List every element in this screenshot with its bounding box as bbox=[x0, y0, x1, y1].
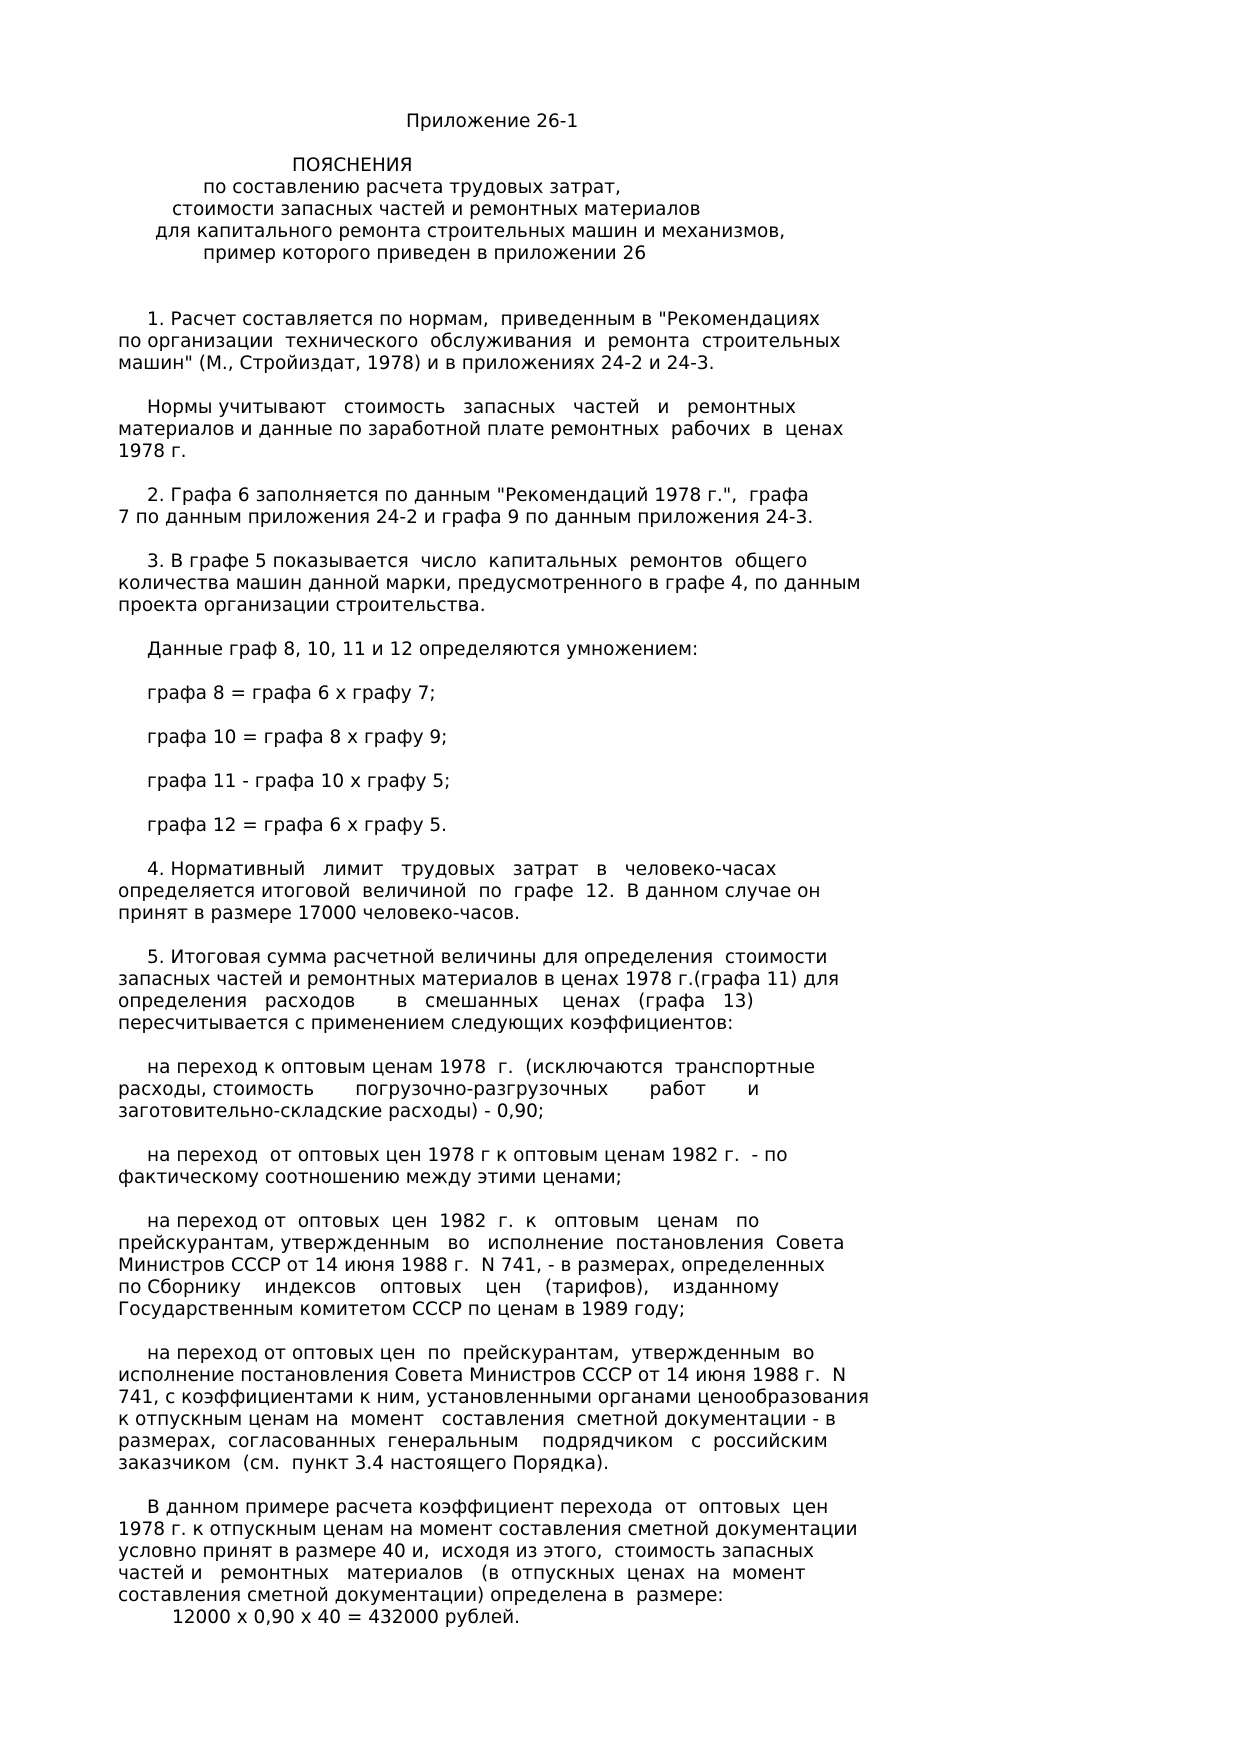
paragraph-line: 7 по данным приложения 24-2 и графа 9 по данным приложения 24-3. bbox=[118, 507, 814, 528]
paragraph-line: на переход к оптовым ценам 1978 г. (исключаются транспортные bbox=[147, 1057, 816, 1078]
paragraph-line: запасных частей и ремонтных материалов в ценах 1978 г.(графа 11) для bbox=[118, 969, 840, 990]
paragraph-line: заготовительно-складские расходы) - 0,90; bbox=[118, 1101, 545, 1122]
paragraph-line: размерах, согласованных генеральным подрядчиком с российским bbox=[118, 1431, 828, 1452]
paragraph-line: по Сборнику индексов оптовых цен (тарифов), изданному bbox=[118, 1277, 780, 1298]
paragraph-line: графа 12 = графа 6 х графу 5. bbox=[147, 815, 448, 836]
paragraph-line: 741, с коэффициентами к ним, установленными органами ценообразования bbox=[118, 1387, 870, 1408]
paragraph-line: фактическому соотношению между этими ценами; bbox=[118, 1167, 622, 1188]
paragraph-line: определения расходов в смешанных ценах (графа 13) bbox=[118, 991, 754, 1012]
paragraph-line: 12000 х 0,90 х 40 = 432000 рублей. bbox=[172, 1607, 520, 1628]
paragraph-line: 5. Итоговая сумма расчетной величины для определения стоимости bbox=[147, 947, 828, 968]
heading-subtitle-line: стоимости запасных частей и ремонтных материалов bbox=[172, 199, 701, 220]
paragraph-line: Данные граф 8, 10, 11 и 12 определяются умножением: bbox=[147, 639, 699, 660]
paragraph-line: к отпускным ценам на момент составления сметной документации - в bbox=[118, 1409, 836, 1430]
paragraph-line: 1978 г. к отпускным ценам на момент составления сметной документации bbox=[118, 1519, 858, 1540]
paragraph-line: графа 10 = графа 8 х графу 9; bbox=[147, 727, 448, 748]
paragraph-line: 1978 г. bbox=[118, 441, 187, 462]
paragraph-line: заказчиком (см. пункт 3.4 настоящего Порядка). bbox=[118, 1453, 609, 1474]
paragraph-line: принят в размере 17000 человеко-часов. bbox=[118, 903, 520, 924]
heading-title: ПОЯСНЕНИЯ bbox=[292, 155, 413, 176]
paragraph-line: проекта организации строительства. bbox=[118, 595, 486, 616]
paragraph-line: Министров СССР от 14 июня 1988 г. N 741, - в размерах, определенных bbox=[118, 1255, 825, 1276]
paragraph-line: на переход от оптовых цен 1978 г к оптовым ценам 1982 г. - по bbox=[147, 1145, 788, 1166]
paragraph-line: условно принят в размере 40 и, исходя из этого, стоимость запасных bbox=[118, 1541, 814, 1562]
paragraph-line: прейскурантам, утвержденным во исполнение постановления Совета bbox=[118, 1233, 845, 1254]
paragraph-line: исполнение постановления Совета Министров СССР от 14 июня 1988 г. N bbox=[118, 1365, 847, 1386]
heading-subtitle-line: по составлению расчета трудовых затрат, bbox=[203, 177, 621, 198]
paragraph-line: пересчитывается с применением следующих коэффициентов: bbox=[118, 1013, 734, 1034]
paragraph-line: 1. Расчет составляется по нормам, приведенным в "Рекомендациях bbox=[147, 309, 821, 330]
paragraph-line: материалов и данные по заработной плате ремонтных рабочих в ценах bbox=[118, 419, 844, 440]
paragraph-line: составления сметной документации) определена в размере: bbox=[118, 1585, 724, 1606]
paragraph-line: графа 8 = графа 6 х графу 7; bbox=[147, 683, 436, 704]
paragraph-line: графа 11 - графа 10 х графу 5; bbox=[147, 771, 451, 792]
appendix-label: Приложение 26-1 bbox=[406, 111, 579, 132]
paragraph-line: 4. Нормативный лимит трудовых затрат в человеко-часах bbox=[147, 859, 777, 880]
paragraph-line: машин" (М., Стройиздат, 1978) и в приложениях 24-2 и 24-3. bbox=[118, 353, 715, 374]
paragraph-line: В данном примере расчета коэффициент перехода от оптовых цен bbox=[147, 1497, 829, 1518]
paragraph-line: на переход от оптовых цен по прейскурантам, утвержденным во bbox=[147, 1343, 815, 1364]
paragraph-line: 2. Графа 6 заполняется по данным "Рекомендаций 1978 г.", графа bbox=[147, 485, 809, 506]
heading-subtitle-line: пример которого приведен в приложении 26 bbox=[203, 243, 647, 264]
paragraph-line: частей и ремонтных материалов (в отпускных ценах на момент bbox=[118, 1563, 806, 1584]
paragraph-line: 3. В графе 5 показывается число капитальных ремонтов общего bbox=[147, 551, 808, 572]
paragraph-line: количества машин данной марки, предусмотренного в графе 4, по данным bbox=[118, 573, 861, 594]
paragraph-line: определяется итоговой величиной по графе 12. В данном случае он bbox=[118, 881, 821, 902]
paragraph-line: на переход от оптовых цен 1982 г. к оптовым ценам по bbox=[147, 1211, 760, 1232]
paragraph-line: Государственным комитетом СССР по ценам в 1989 году; bbox=[118, 1299, 686, 1320]
paragraph-line: Нормы учитывают стоимость запасных частей и ремонтных bbox=[147, 397, 796, 418]
heading-subtitle-line: для капитального ремонта строительных машин и механизмов, bbox=[155, 221, 786, 242]
paragraph-line: по организации технического обслуживания и ремонта строительных bbox=[118, 331, 841, 352]
paragraph-line: расходы, стоимость погрузочно-разгрузочных работ и bbox=[118, 1079, 760, 1100]
